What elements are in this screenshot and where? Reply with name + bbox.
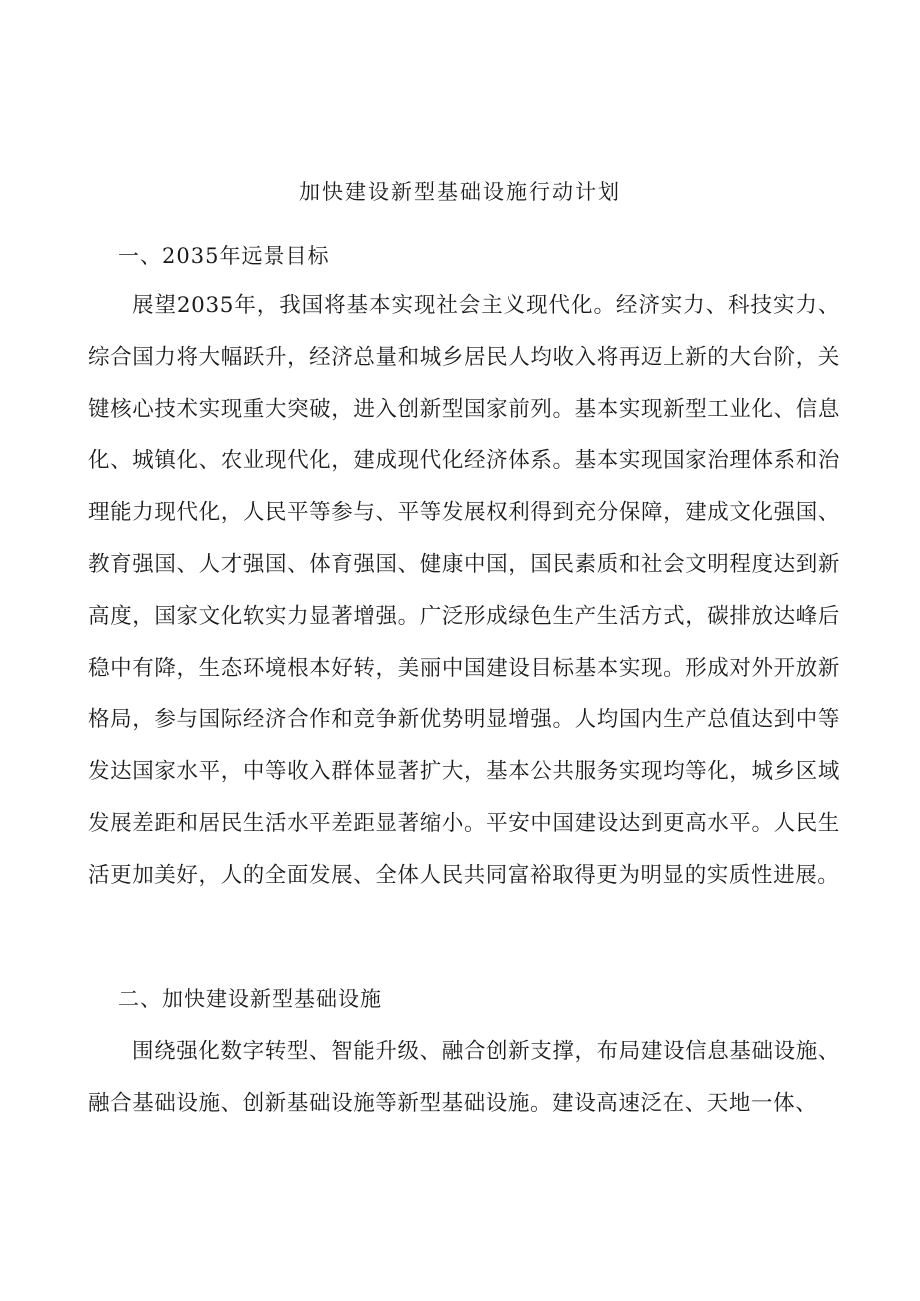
section-heading-2: 二、加快建设新型基础设施 [118,987,382,1011]
section-paragraph-1: 展望2035年，我国将基本实现社会主义现代化。经济实力、科技实力、综合国力将大幅跃升，经济总量和城乡居民人均收入将再迈上新的大台阶，关键核心技术实现重大突破，进入创新型国家前列。基本实现新型工业化、信息化、城镇化、农业现代化，建成现代化经济体系。基本实现国家治理体系和治理能力现代化，人民平等参与、平等发展权利得到充分保障，建成文化强国、教育强国、人才强国、体育强国、健康中国，国民素质和社会文明程度达到新高度，国家文化软实力显著增强。广泛形成绿色生产生活方式，碳排放达峰后稳中有降，生态环境根本好转，美丽中国建设目标基本实现。形成对外开放新格局，参与国际经济合作和竞争新优势明显增强。人均国内生产总值达到中等发达国家水平，中等收入群体显著扩大，基本公共服务实现均等化，城乡区域发展差距和居民生活水平差距显著缩小。平安中国建设达到更高水平。人民生活更加美好，人的全面发展、全体人民共同富裕取得更为明显的实质性进展。 [88,293,840,888]
document-title: 加快建设新型基础设施行动计划 [299,180,621,204]
section-heading-1: 一、2035年远景目标 [118,244,330,268]
section-paragraph-2: 围绕强化数字转型、智能升级、融合创新支撑，布局建设信息基础设施、融合基础设施、创新基础设施等新型基础设施。建设高速泛在、天地一体、 [88,1039,840,1116]
